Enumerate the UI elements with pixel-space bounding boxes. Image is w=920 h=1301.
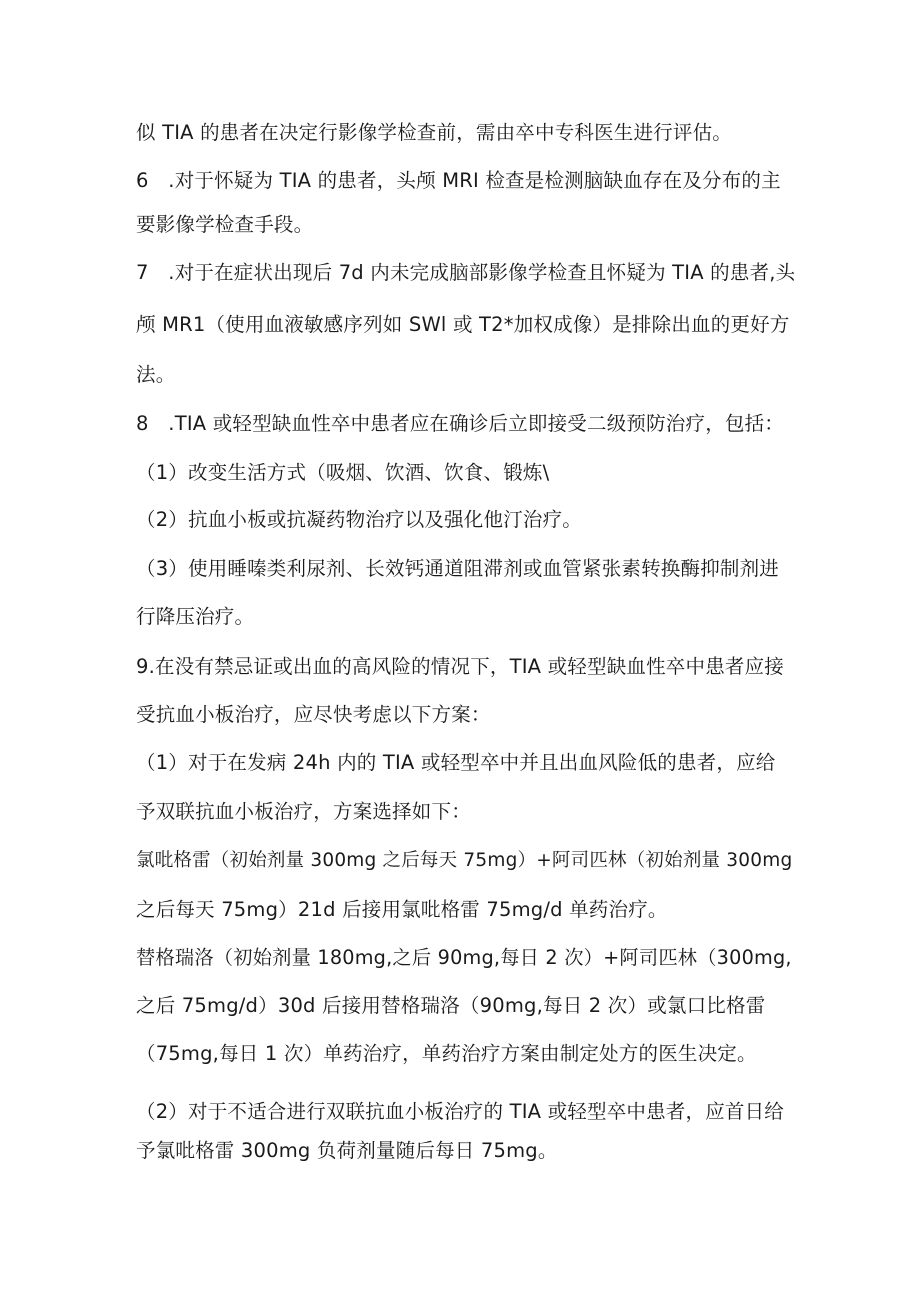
text-line: 予双联抗血小板治疗，方案选择如下： [136, 800, 471, 823]
text-line: 之后每天 75mg）21d 后接用氯吡格雷 75mg/d 单药治疗。 [136, 898, 668, 921]
text-line: 要影像学检查手段。 [136, 213, 314, 236]
text-line: 行降压治疗。 [136, 605, 255, 628]
text-line: （1）对于在发病 24h 内的 TIA 或轻型卒中并且出血风险低的患者，应给 [136, 751, 776, 774]
text-line: 8 .TIA 或轻型缺血性卒中患者应在确诊后立即接受二级预防治疗，包括： [136, 412, 785, 435]
text-line: （75mg,每日 1 次）单药治疗，单药治疗方案由制定处方的医生决定。 [136, 1042, 757, 1065]
text-line: 之后 75mg/d）30d 后接用替格瑞洛（90mg,每日 2 次）或氯口比格雷 [136, 994, 766, 1017]
text-line: 7 .对于在症状出现后 7d 内未完成脑部影像学检查且怀疑为 TIA 的患者,头 [136, 261, 796, 284]
text-line: 似 TIA 的患者在决定行影像学检查前，需由卒中专科医生进行评估。 [136, 121, 732, 144]
text-line: 9.在没有禁忌证或出血的高风险的情况下，TIA 或轻型缺血性卒中患者应接 [136, 655, 785, 678]
text-line: （2）抗血小板或抗凝药物治疗以及强化他汀治疗。 [136, 508, 583, 531]
text-line: 予氯吡格雷 300mg 负荷剂量随后每日 75mg。 [136, 1139, 558, 1162]
text-line: 受抗血小板治疗，应尽快考虑以下方案： [136, 703, 491, 726]
text-line: （3）使用睡嗪类利尿剂、长效钙通道阻滞剂或血管紧张素转换酶抑制剂进 [136, 557, 780, 580]
text-line: 6 .对于怀疑为 TIA 的患者，头颅 MRI 检查是检测脑缺血存在及分布的主 [136, 169, 781, 192]
text-line: （2）对于不适合进行双联抗血小板治疗的 TIA 或轻型卒中患者，应首日给 [136, 1100, 785, 1123]
text-line: 氯吡格雷（初始剂量 300mg 之后每天 75mg）+阿司匹林（初始剂量 300mg [136, 850, 793, 871]
text-line: 替格瑞洛（初始剂量 180mg,之后 90mg,每日 2 次）+阿司匹林（300mg, [136, 946, 792, 969]
text-line: 颅 MR1（使用血液敏感序列如 SWl 或 T2*加权成像）是排除出血的更好方 [136, 313, 790, 336]
text-line: 法。 [136, 363, 176, 386]
text-line: （1）改变生活方式（吸烟、饮酒、饮食、锻炼\ [136, 461, 550, 484]
